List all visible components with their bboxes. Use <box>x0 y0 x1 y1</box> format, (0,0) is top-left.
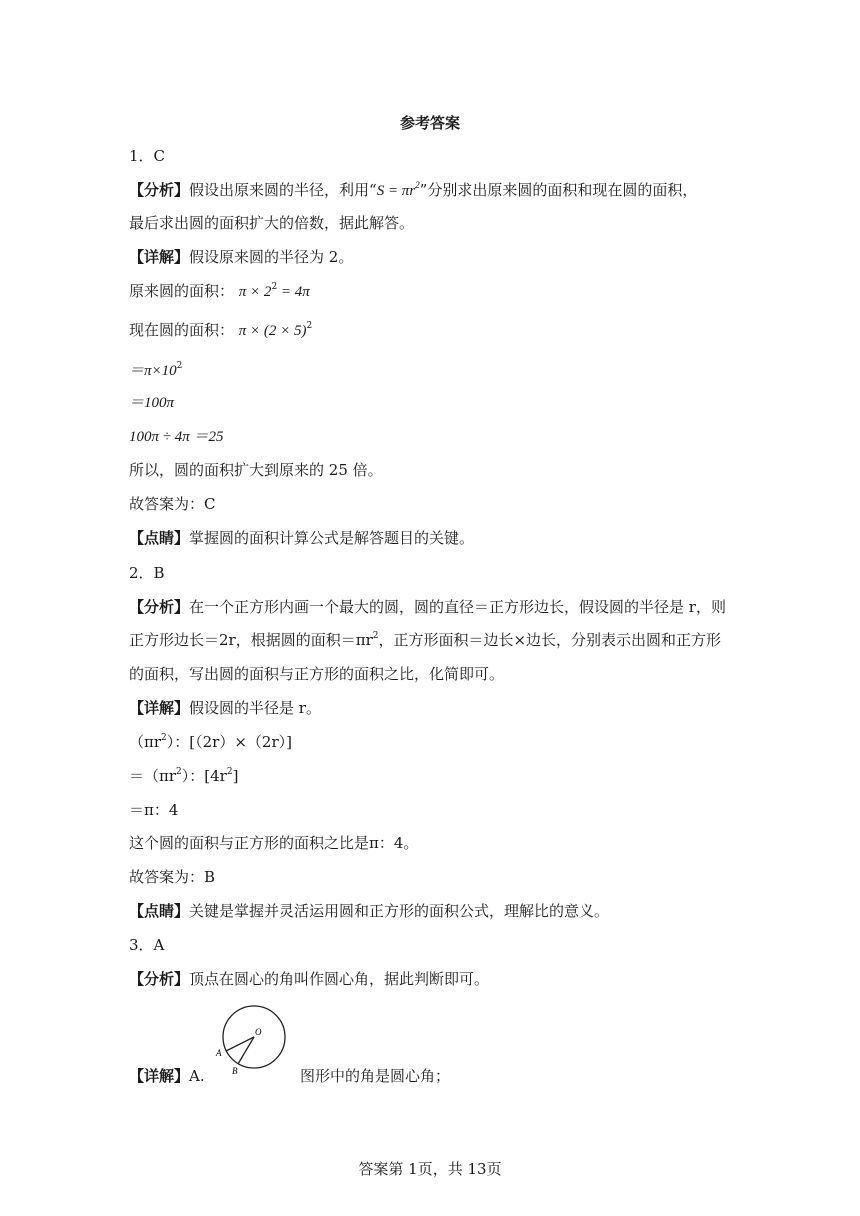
q3-detail-text: 图形中的角是圆心角； <box>300 1067 451 1085</box>
q1-key-point: 【点睛】掌握圆的面积计算公式是解答题目的关键。 <box>129 529 475 547</box>
detail-label: 【详解】 <box>129 699 190 717</box>
q1-step2: ＝100π <box>129 395 175 411</box>
key-label: 【点睛】 <box>129 902 190 920</box>
q1-original-area: 原来圆的面积： $\pi \times 2^2 = 4\pi$ <box>129 282 310 300</box>
page-title: 参考答案 <box>399 114 460 132</box>
q2-analysis-line2: 正方形边长＝2r，根据圆的面积$=\pi r^2$，正方形面积＝边长×边长，分别表示出圆和正方形 <box>129 631 722 649</box>
q2-step1: $(\pi r^2)$：[（2r）×（2r）] <box>129 733 292 751</box>
detail-label: 【详解】 <box>129 1067 190 1085</box>
q1-final-answer: 故答案为：C <box>129 495 216 513</box>
q1-answer: 1．C <box>129 147 166 165</box>
q2-key-point: 【点睛】关键是掌握并灵活运用圆和正方形的面积公式，理解比的意义。 <box>129 902 610 920</box>
q1-analysis-line2: 最后求出圆的面积扩大的倍数，据此解答。 <box>129 214 415 232</box>
q2-detail: 【详解】假设圆的半径是 r。 <box>129 699 321 717</box>
label-o: O <box>255 1027 262 1037</box>
detail-label: 【详解】 <box>129 248 190 266</box>
q1-conclusion: 所以，圆的面积扩大到原来的 25 倍。 <box>129 461 383 479</box>
q2-step3: ＝π：4 <box>129 801 179 819</box>
page-footer: 答案第 1页，共 13页 <box>358 1160 502 1178</box>
analysis-label: 【分析】 <box>129 598 190 616</box>
q3-answer: 3．A <box>129 936 165 954</box>
q1-analysis-line1: 【分析】假设出原来圆的半径，利用“$S = \pi r^2$”分别求出原来圆的面积和现在圆的面积， <box>129 180 698 199</box>
q1-current-area: 现在圆的面积： $\pi \times (2 \times 5)^2$ <box>129 321 313 339</box>
area-formula: S = πr <box>376 183 416 199</box>
q2-step2: $=(\pi r^2)$：$[4r^2]$ <box>129 767 239 785</box>
q3-analysis: 【分析】顶点在圆心的角叫作圆心角，据此判断即可。 <box>129 970 490 988</box>
q2-analysis-line1: 【分析】在一个正方形内画一个最大的圆，圆的直径＝正方形边长，假设圆的半径是 r，则 <box>129 598 726 616</box>
q1-step1: $=\pi\times 10^2$ <box>129 361 183 379</box>
label-b: B <box>232 1066 238 1076</box>
circle-angle-figure <box>212 1000 292 1080</box>
q2-final-answer: 故答案为：B <box>129 868 216 886</box>
q2-conclusion: 这个圆的面积与正方形的面积之比是π：4。 <box>129 834 419 852</box>
q2-analysis-line3: 的面积，写出圆的面积与正方形的面积之比，化简即可。 <box>129 665 505 683</box>
q1-step3: 100π ÷ 4π ＝25 <box>129 429 224 445</box>
q1-detail: 【详解】假设原来圆的半径为 2。 <box>129 248 354 266</box>
analysis-label: 【分析】 <box>129 970 190 988</box>
q3-detail: 【详解】A. <box>129 1067 205 1085</box>
key-label: 【点睛】 <box>129 529 190 547</box>
label-a: A <box>216 1048 222 1058</box>
analysis-label: 【分析】 <box>129 181 190 199</box>
q2-answer: 2．B <box>129 564 165 582</box>
